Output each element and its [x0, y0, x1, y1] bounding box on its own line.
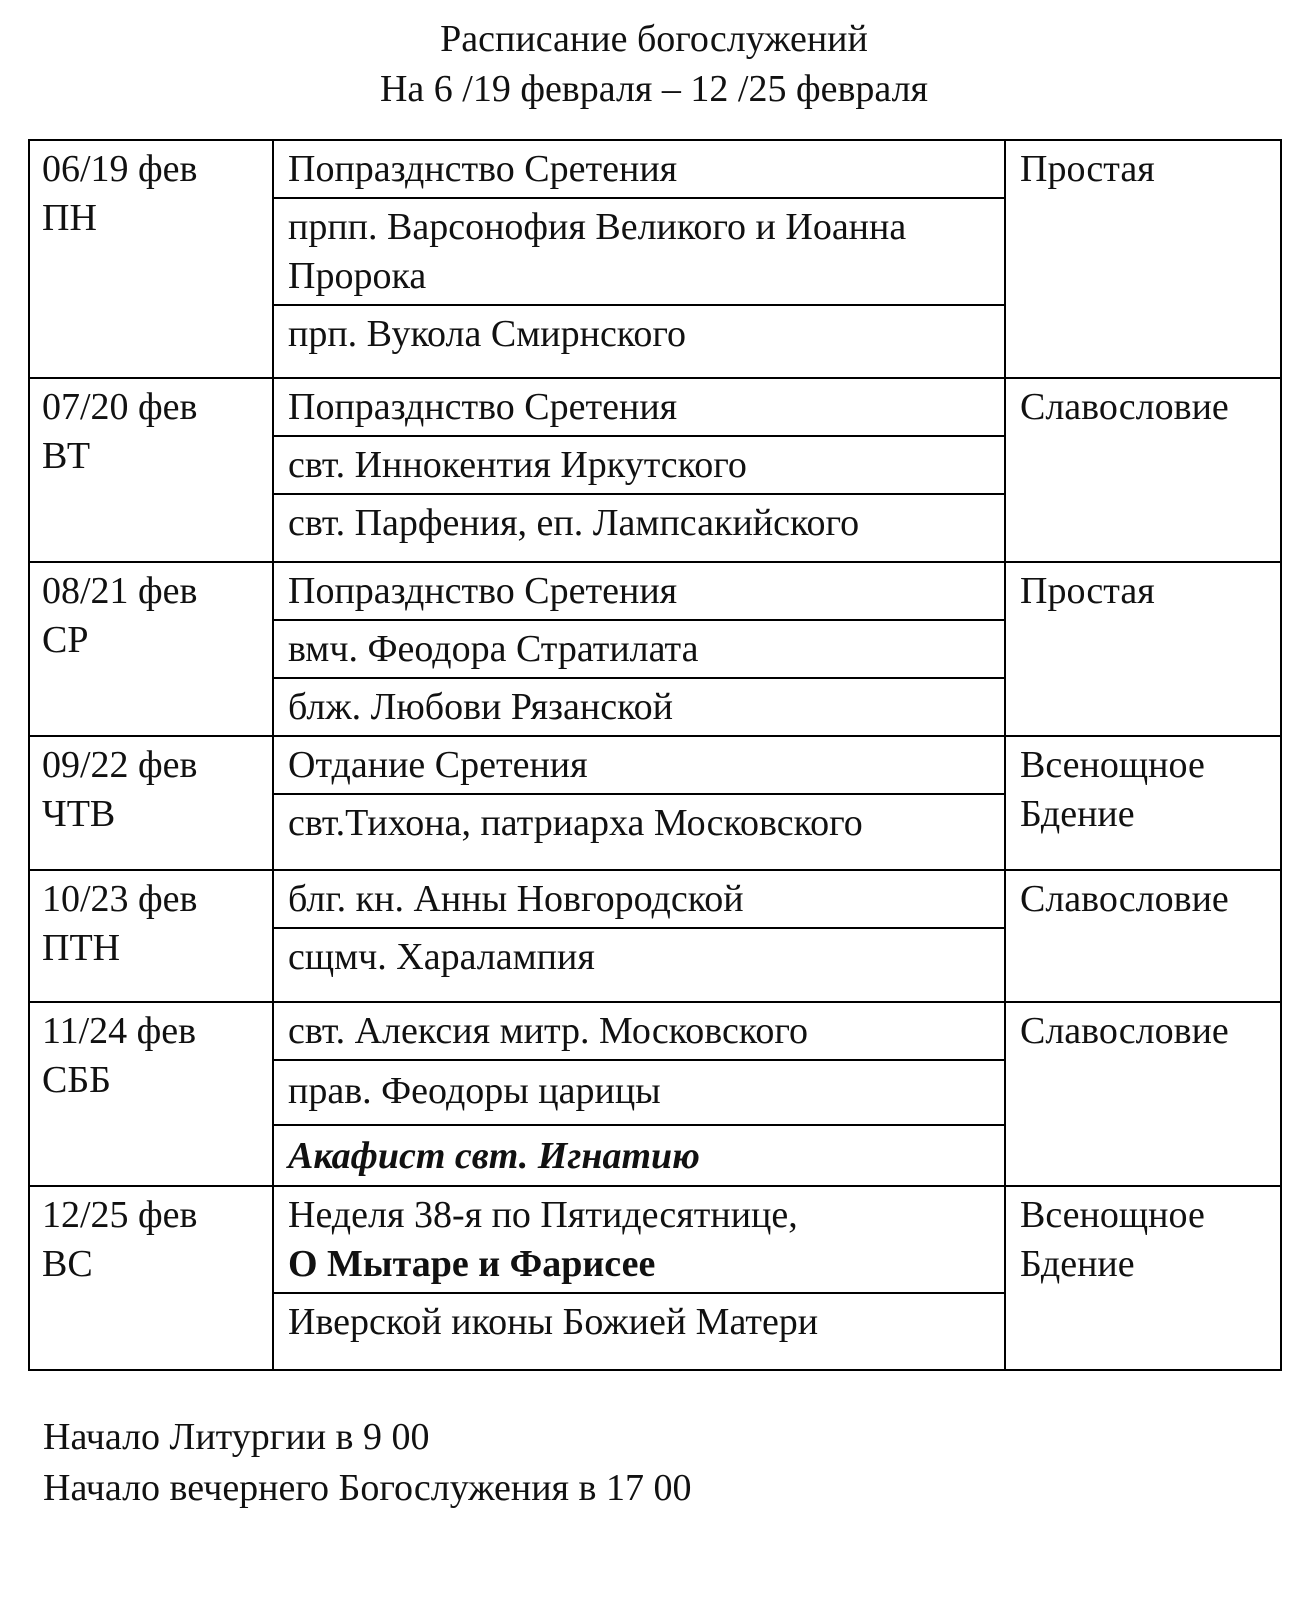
date-cell: [29, 1002, 273, 1186]
service-cell: Славословие: [1005, 1002, 1281, 1186]
feasts-cell: [273, 1186, 1005, 1370]
feast-item: свт. Парфения, еп. Лампсакийского: [274, 493, 1004, 551]
date-cell: [29, 562, 273, 736]
feasts-cell: [273, 736, 1005, 870]
vespers-time: Начало вечернего Богослужения в 17 00: [43, 1467, 692, 1509]
feast-item: Попразднство Сретения: [288, 386, 678, 428]
weekday: ВТ: [42, 435, 91, 477]
feast-item: вмч. Феодора Стратилата: [274, 619, 1004, 677]
sunday-title: Неделя 38-я по Пятидесятнице,: [288, 1194, 798, 1236]
feast-item: Попразднство Сретения: [288, 570, 678, 612]
date: 11/24 фев: [42, 1010, 197, 1052]
weekday: ЧТВ: [42, 793, 116, 835]
document-header: [0, 14, 1308, 114]
schedule-row: [29, 140, 1281, 378]
date: 07/20 фев: [42, 386, 198, 428]
weekday: ПТН: [42, 927, 121, 969]
date-cell: [29, 1186, 273, 1370]
feast-item: прпп. Варсонофия Великого и Иоанна Пророка: [274, 197, 1004, 304]
weekday: СР: [42, 619, 89, 661]
date: 09/22 фев: [42, 744, 198, 786]
sunday-feast: [274, 1187, 1004, 1292]
feast-item: прав. Феодоры царицы: [274, 1059, 1004, 1124]
feast-item: прп. Вукола Смирнского: [274, 304, 1004, 362]
service-cell: Простая: [1005, 562, 1281, 736]
service-cell: Всенощное Бдение: [1005, 736, 1281, 870]
date-cell: [29, 140, 273, 378]
schedule-row: [29, 736, 1281, 870]
service-cell: Славословие: [1005, 870, 1281, 1002]
document-title: Расписание богослужений: [440, 18, 868, 60]
footer-notes: [43, 1412, 691, 1514]
feasts-cell: [273, 562, 1005, 736]
weekday: ВС: [42, 1243, 93, 1285]
document-subtitle: На 6 /19 февраля – 12 /25 февраля: [379, 68, 929, 110]
sunday-gospel: О Мытаре и Фарисее: [288, 1243, 656, 1285]
feast-item: свт. Алексия митр. Московского: [288, 1010, 808, 1052]
schedule-row: [29, 1002, 1281, 1186]
date: 12/25 фев: [42, 1194, 198, 1236]
liturgy-time: Начало Литургии в 9 00: [43, 1416, 430, 1458]
schedule-table: [28, 139, 1282, 1371]
service-cell: Всенощное Бдение: [1005, 1186, 1281, 1370]
feasts-cell: [273, 140, 1005, 378]
feast-item: Иверской иконы Божией Матери: [274, 1292, 1004, 1350]
feast-item: свт. Иннокентия Иркутского: [274, 435, 1004, 493]
date-cell: [29, 870, 273, 1002]
date-cell: [29, 378, 273, 562]
feast-item: сщмч. Харалампия: [274, 927, 1004, 985]
schedule-row: [29, 562, 1281, 736]
feasts-cell: [273, 378, 1005, 562]
service-cell: Славословие: [1005, 378, 1281, 562]
feast-item: Попразднство Сретения: [288, 148, 678, 190]
akathist-item: Акафист свт. Игнатию: [274, 1124, 1004, 1184]
date: 06/19 фев: [42, 148, 198, 190]
weekday: ПН: [42, 197, 97, 239]
feasts-cell: [273, 870, 1005, 1002]
date: 08/21 фев: [42, 570, 198, 612]
feast-item: блг. кн. Анны Новгородской: [288, 878, 744, 920]
date: 10/23 фев: [42, 878, 198, 920]
weekday: СББ: [42, 1059, 111, 1101]
schedule-row: [29, 1186, 1281, 1370]
feasts-cell: [273, 1002, 1005, 1186]
feast-item: Отдание Сретения: [288, 744, 588, 786]
schedule-row: [29, 378, 1281, 562]
feast-item: свт.Тихона, патриарха Московского: [274, 793, 1004, 851]
service-cell: Простая: [1005, 140, 1281, 378]
feast-item: блж. Любови Рязанской: [274, 677, 1004, 735]
date-cell: [29, 736, 273, 870]
schedule-row: [29, 870, 1281, 1002]
